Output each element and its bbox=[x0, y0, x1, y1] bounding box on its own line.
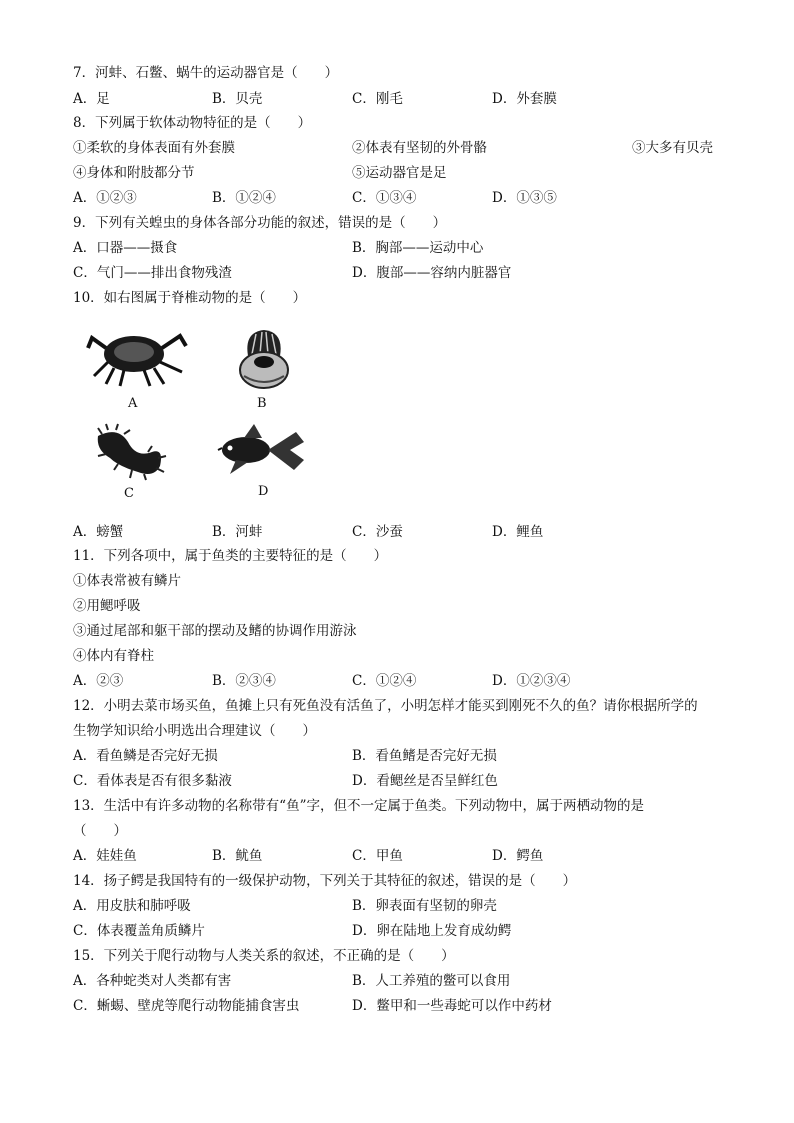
q7-option-d: D．外套膜 bbox=[492, 91, 557, 107]
q9-option-d: D．腹部——容纳内脏器官 bbox=[352, 265, 512, 281]
figure-label-d: D bbox=[258, 484, 269, 499]
q15-option-a: A．各种蛇类对人类都有害 bbox=[73, 973, 232, 989]
clam-figure bbox=[234, 326, 294, 392]
q13-option-b: B．鱿鱼 bbox=[212, 848, 263, 864]
q7-option-b: B．贝壳 bbox=[212, 91, 263, 107]
q10-option-c: C．沙蚕 bbox=[352, 524, 403, 540]
carp-figure bbox=[208, 420, 308, 478]
q12-option-c: C．看体表是否有很多黏液 bbox=[73, 773, 232, 789]
q10-option-a: A．螃蟹 bbox=[73, 524, 124, 540]
q11-item-1: ①体表常被有鳞片 bbox=[73, 573, 181, 589]
q13-option-c: C．甲鱼 bbox=[352, 848, 403, 864]
q8-item-4: ④身体和附肢都分节 bbox=[73, 165, 195, 181]
q8-item-3: ③大多有贝壳 bbox=[632, 140, 713, 156]
q8-option-a: A．①②③ bbox=[73, 190, 137, 206]
q15-option-b: B．人工养殖的鳖可以食用 bbox=[352, 973, 511, 989]
q12-option-b: B．看鱼鳍是否完好无损 bbox=[352, 748, 497, 764]
q8-item-1: ①柔软的身体表面有外套膜 bbox=[73, 140, 235, 156]
q13-stem: 13．生活中有许多动物的名称带有“鱼”字，但不一定属于鱼类。下列动物中，属于两栖动物的是 bbox=[73, 798, 644, 814]
q7-option-c: C．刚毛 bbox=[352, 91, 403, 107]
q9-option-b: B．胸部——运动中心 bbox=[352, 240, 484, 256]
q9-option-a: A．口器——摄食 bbox=[73, 240, 178, 256]
figure-label-c: C bbox=[124, 486, 134, 501]
q12-stem-continued: 生物学知识给小明选出合理建议（ ） bbox=[73, 723, 316, 739]
q11-option-c: C．①②④ bbox=[352, 673, 417, 689]
q14-option-c: C．体表覆盖角质鳞片 bbox=[73, 923, 205, 939]
q7-option-a: A．足 bbox=[73, 91, 110, 107]
q9-stem: 9．下列有关蝗虫的身体各部分功能的叙述，错误的是（ ） bbox=[73, 215, 447, 231]
q8-stem: 8．下列属于软体动物特征的是（ ） bbox=[73, 115, 312, 131]
q10-option-b: B．河蚌 bbox=[212, 524, 263, 540]
q14-stem: 14．扬子鳄是我国特有的一级保护动物，下列关于其特征的叙述，错误的是（ ） bbox=[73, 873, 577, 889]
q11-option-a: A．②③ bbox=[73, 673, 124, 689]
q11-item-4: ④体内有脊柱 bbox=[73, 648, 154, 664]
q13-option-d: D．鳄鱼 bbox=[492, 848, 544, 864]
q13-stem-continued: （ ） bbox=[73, 823, 127, 839]
q8-option-c: C．①③④ bbox=[352, 190, 417, 206]
q15-stem: 15．下列关于爬行动物与人类关系的叙述，不正确的是（ ） bbox=[73, 948, 455, 964]
q12-stem: 12．小明去菜市场买鱼，鱼摊上只有死鱼没有活鱼了，小明怎样才能买到刚死不久的鱼？请你根据所学的 bbox=[73, 698, 698, 714]
q15-option-c: C．蜥蜴、壁虎等爬行动物能捕食害虫 bbox=[73, 998, 300, 1014]
q10-option-d: D．鲤鱼 bbox=[492, 524, 544, 540]
figure-label-b: B bbox=[257, 396, 267, 411]
q11-stem: 11．下列各项中，属于鱼类的主要特征的是（ ） bbox=[73, 548, 388, 564]
q15-option-d: D．鳖甲和一些毒蛇可以作中药材 bbox=[352, 998, 552, 1014]
q8-option-d: D．①③⑤ bbox=[492, 190, 557, 206]
q12-option-d: D．看鳃丝是否呈鲜红色 bbox=[352, 773, 498, 789]
q9-option-c: C．气门——排出食物残渣 bbox=[73, 265, 232, 281]
q11-item-3: ③通过尾部和躯干部的摆动及鳍的协调作用游泳 bbox=[73, 623, 357, 639]
q11-option-b: B．②③④ bbox=[212, 673, 276, 689]
q10-stem: 10．如右图属于脊椎动物的是（ ） bbox=[73, 290, 307, 306]
sandworm-figure bbox=[88, 422, 168, 482]
q14-option-b: B．卵表面有坚韧的卵壳 bbox=[352, 898, 497, 914]
q13-option-a: A．娃娃鱼 bbox=[73, 848, 137, 864]
q7-stem: 7．河蚌、石鳖、蜗牛的运动器官是（ ） bbox=[73, 65, 339, 81]
q8-option-b: B．①②④ bbox=[212, 190, 276, 206]
q8-item-5: ⑤运动器官是足 bbox=[352, 165, 447, 181]
q12-option-a: A．看鱼鳞是否完好无损 bbox=[73, 748, 218, 764]
q11-item-2: ②用鳃呼吸 bbox=[73, 598, 141, 614]
q11-option-d: D．①②③④ bbox=[492, 673, 571, 689]
q14-option-d: D．卵在陆地上发育成幼鳄 bbox=[352, 923, 512, 939]
crab-figure bbox=[84, 326, 190, 388]
q8-item-2: ②体表有坚韧的外骨骼 bbox=[352, 140, 487, 156]
q14-option-a: A．用皮肤和肺呼吸 bbox=[73, 898, 191, 914]
figure-label-a: A bbox=[128, 396, 138, 411]
